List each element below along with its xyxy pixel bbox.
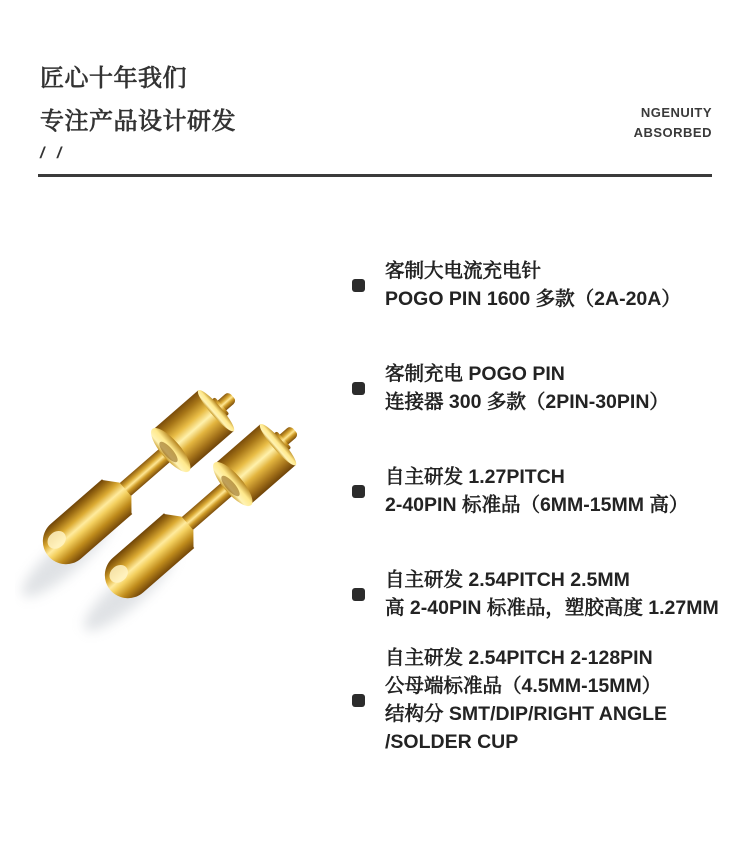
title-line-1: 匠心十年我们 [40,65,187,92]
feature-line: 客制充电 POGO PIN [385,363,565,385]
feature-line: 2-40PIN 标准品（6MM-15MM 高） [385,494,689,516]
bullet-square-icon [352,382,365,395]
feature-line: POGO PIN 1600 多款（2A-20A） [385,288,681,310]
feature-item-5 [352,644,732,756]
feature-line: 客制大电流充电针 [385,260,542,282]
feature-text [385,566,719,622]
bullet-square-icon [352,485,365,498]
tagline-line-2: ABSORBED [633,125,712,140]
feature-item-4 [352,566,732,622]
tagline [634,103,712,143]
bullet-square-icon [352,279,365,292]
gold-pogo-pins-illustration [15,373,345,663]
feature-line: /SOLDER CUP [385,731,519,753]
tagline-line-1: NGENUITY [640,105,712,120]
feature-line: 自主研发 2.54PITCH 2.5MM [385,569,630,591]
feature-line: 结构分 SMT/DIP/RIGHT ANGLE [385,703,668,725]
divider-line [38,174,712,177]
feature-line: 自主研发 2.54PITCH 2-128PIN [385,647,653,669]
feature-text [385,463,688,519]
pogo-pins-image [15,373,345,663]
feature-line: 公母端标准品（4.5MM-15MM） [385,675,662,697]
title-line-2: 专注产品设计研发 [40,108,236,135]
feature-line: 连接器 300 多款（2PIN-30PIN） [385,391,669,413]
feature-item-1 [352,257,732,313]
feature-line: 高 2-40PIN 标准品，塑胶高度 1.27MM [385,597,719,619]
feature-text [385,644,667,756]
decorative-slashes: / / [40,145,66,162]
feature-list [352,257,732,756]
bullet-square-icon [352,694,365,707]
feature-text [385,257,681,313]
feature-item-3 [352,463,732,519]
feature-item-2 [352,360,732,416]
feature-line: 自主研发 1.27PITCH [385,466,565,488]
feature-text [385,360,669,416]
page-title [40,57,236,143]
bullet-square-icon [352,588,365,601]
